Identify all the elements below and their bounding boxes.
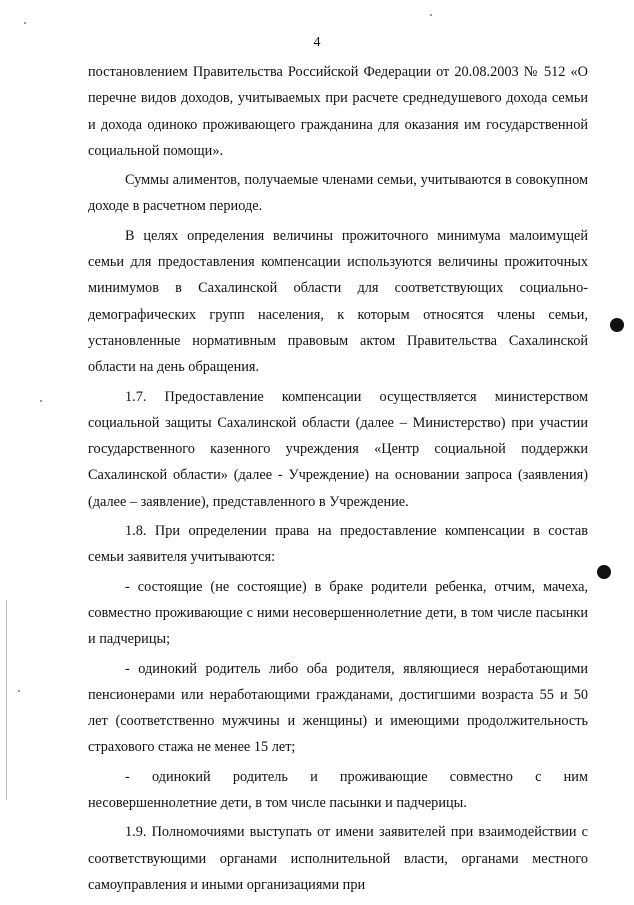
paragraph-list-item-single-parent: - одинокий родитель и проживающие совместно с ним несовершеннолетние дети, в том числе пасынки и падчерицы. — [88, 768, 588, 812]
paragraph-1-9: 1.9. Полномочиями выступать от имени заявителей при взаимодействии с соответствующими органами исполнительной власти, органами местного самоуправления и иными организациями при — [88, 824, 588, 893]
paragraph-decree-reference: постановлением Правительства Российской Федерации от 20.08.2003 № 512 «О перечне видов доходов, учитываемых при расчете среднедушевого дохода семьи и дохода одиноко проживающего гражданина для оказания им государственной социальной помощи». — [88, 64, 588, 159]
scan-edge-artifact — [6, 600, 7, 800]
document-body — [88, 59, 588, 898]
paragraph-1-7: 1.7. Предоставление компенсации осуществляется министерством социальной защиты Сахалинской области (далее – Министерство) при участии государственного казенного учреждения «Центр социальной поддержки Сахалинской области» (далее - Учреждение) на основании запроса (заявления) (далее – заявление), представленного в Учреждение. — [88, 388, 588, 510]
paragraph-list-item-pensioners: - одинокий родитель либо оба родителя, являющиеся неработающими пенсионерами или неработающими гражданами, достигшими возраста 55 и 50 лет (соответственно мужчины и женщины) и имеющими продолжительность страхового стажа не менее 15 лет; — [88, 660, 588, 756]
punch-hole-mark — [597, 565, 611, 579]
scan-speck — [24, 22, 26, 24]
punch-hole-mark — [610, 318, 624, 332]
scan-speck — [430, 14, 432, 16]
paragraph-subsistence-minimum: В целях определения величины прожиточного минимума малоимущей семьи для предоставления компенсации используются величины прожиточных минимумов в Сахалинской области для соответствующих социально-демографических групп населения, к которым относятся члены семьи, установленные нормативным правовым актом Правительства Сахалинской области на день обращения. — [88, 227, 588, 376]
paragraph-list-item-parents: - состоящие (не состоящие) в браке родители ребенка, отчим, мачеха, совместно проживающие с ними несовершеннолетние дети, в том числе пасынки и падчерицы; — [88, 578, 588, 648]
scan-speck — [40, 400, 42, 402]
paragraph-1-8: 1.8. При определении права на предоставление компенсации в состав семьи заявителя учитываются: — [88, 523, 588, 566]
scan-speck — [18, 690, 20, 692]
page-number: 4 — [313, 35, 321, 50]
paragraph-alimony: Суммы алиментов, получаемые членами семьи, учитываются в совокупном доходе в расчетном периоде. — [88, 172, 588, 215]
